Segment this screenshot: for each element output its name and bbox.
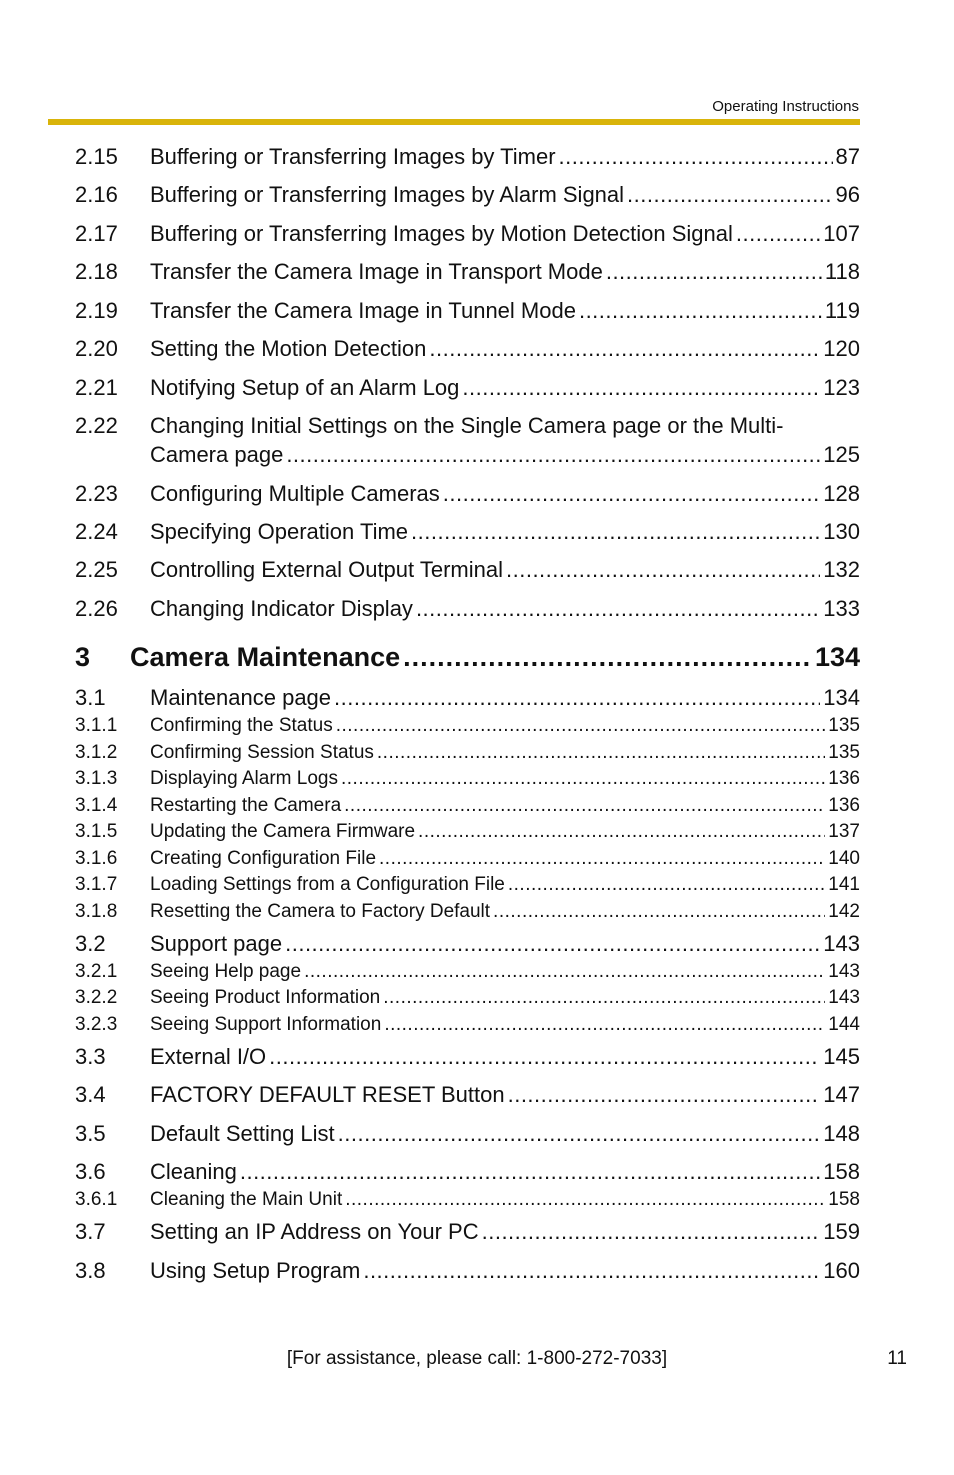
toc-title: Confirming Session Status <box>150 742 374 763</box>
header-title: Operating Instructions <box>712 98 859 115</box>
dot-leader <box>341 768 825 790</box>
toc-page: 142 <box>828 901 860 922</box>
header-rule <box>48 119 860 125</box>
toc-page: 134 <box>823 685 860 710</box>
toc-entry-3-5[interactable] <box>75 1121 860 1147</box>
toc-page: 158 <box>823 1159 860 1184</box>
dot-leader <box>416 596 820 622</box>
toc-title: Transfer the Camera Image in Transport Mode <box>150 259 603 284</box>
toc-entry-2-16[interactable] <box>75 182 860 208</box>
dot-leader <box>403 642 812 673</box>
dot-leader <box>482 1219 821 1245</box>
dot-leader <box>286 442 820 468</box>
toc-entry-2-23[interactable] <box>75 481 860 507</box>
toc-page: 144 <box>828 1014 860 1035</box>
toc-title: Updating the Camera Firmware <box>150 821 416 842</box>
toc-title: Displaying Alarm Logs <box>150 768 338 789</box>
toc-number: 2.19 <box>75 298 118 323</box>
toc-entry-2-24[interactable] <box>75 519 860 545</box>
toc-number: 2.15 <box>75 144 118 169</box>
toc-page: 107 <box>823 221 860 246</box>
toc-page: 125 <box>823 442 860 467</box>
toc-entry-3-1-1[interactable] <box>75 715 860 737</box>
toc-entry-2-20[interactable] <box>75 336 860 362</box>
toc-entry-3-2-2[interactable] <box>75 987 860 1009</box>
toc-page: 134 <box>814 642 860 672</box>
toc-number: 3.1.6 <box>75 848 118 869</box>
toc-title: Support page <box>150 931 283 956</box>
toc-number: 3.6 <box>75 1159 106 1184</box>
toc-page: 159 <box>823 1219 860 1244</box>
toc-entry-3-1-7[interactable] <box>75 874 860 896</box>
toc-number: 2.22 <box>75 413 118 438</box>
toc-number: 3.1.4 <box>75 795 118 816</box>
toc-title: Setting an IP Address on Your PC <box>150 1219 479 1244</box>
toc-entry-3-2-1[interactable] <box>75 961 860 983</box>
dot-leader <box>508 1082 821 1108</box>
toc-number: 3.2.3 <box>75 1014 118 1035</box>
toc-entry-2-25[interactable] <box>75 557 860 583</box>
toc-entry-3-1-8[interactable] <box>75 901 860 923</box>
toc-page: 132 <box>823 557 860 582</box>
toc-title: Buffering or Transferring Images by Motion Detection Signal <box>150 221 733 246</box>
toc-title: External I/O <box>150 1044 267 1069</box>
toc-title: Maintenance page <box>150 685 332 710</box>
toc-title: Camera Maintenance <box>130 642 401 672</box>
toc-page: 136 <box>828 768 860 789</box>
toc-title: Configuring Multiple Cameras <box>150 481 440 506</box>
toc-number: 3.2.2 <box>75 987 118 1008</box>
toc-entry-3-3[interactable] <box>75 1044 860 1070</box>
toc-entry-3-1-2[interactable] <box>75 742 860 764</box>
toc-entry-2-19[interactable] <box>75 298 860 324</box>
dot-leader <box>462 375 820 401</box>
toc-title: Cleaning <box>150 1159 237 1184</box>
toc-title: Buffering or Transferring Images by Timer <box>150 144 556 169</box>
toc-number: 3.3 <box>75 1044 106 1069</box>
dot-leader <box>508 874 825 896</box>
dot-leader <box>493 901 825 923</box>
footer-assistance: [For assistance, please call: 1-800-272-7033] <box>286 1348 668 1369</box>
toc-page: 118 <box>824 259 860 284</box>
toc-entry-3-7[interactable] <box>75 1219 860 1245</box>
toc-entry-3-8[interactable] <box>75 1258 860 1284</box>
toc-entry-2-22-continued[interactable] <box>150 442 860 468</box>
toc-entry-3-1-3[interactable] <box>75 768 860 790</box>
dot-leader <box>338 1121 821 1147</box>
toc-title: Confirming the Status <box>150 715 333 736</box>
toc-number: 2.25 <box>75 557 118 582</box>
toc-number: 3.5 <box>75 1121 106 1146</box>
toc-title: Seeing Support Information <box>150 1014 382 1035</box>
toc-page: 160 <box>823 1258 860 1283</box>
toc-title: Notifying Setup of an Alarm Log <box>150 375 460 400</box>
toc-entry-2-15[interactable] <box>75 144 860 170</box>
dot-leader <box>269 1044 820 1070</box>
toc-number: 2.18 <box>75 259 118 284</box>
toc-page: 148 <box>823 1121 860 1146</box>
toc-number: 2.26 <box>75 596 118 621</box>
dot-leader <box>443 481 820 507</box>
toc-number: 2.21 <box>75 375 118 400</box>
dot-leader <box>579 298 822 324</box>
toc-entry-3-1[interactable] <box>75 685 860 711</box>
toc-page: 120 <box>823 336 860 361</box>
toc-entry-2-26[interactable] <box>75 596 860 622</box>
dot-leader <box>506 557 820 583</box>
toc-page: 135 <box>828 742 860 763</box>
toc-page: 143 <box>828 987 860 1008</box>
toc-chapter-3[interactable] <box>75 642 860 673</box>
toc-number: 3.8 <box>75 1258 106 1283</box>
toc-page: 96 <box>835 182 860 207</box>
dot-leader <box>336 715 826 737</box>
dot-leader <box>418 821 825 843</box>
toc-title: Controlling External Output Terminal <box>150 557 503 582</box>
toc-number: 3.2 <box>75 931 106 956</box>
toc-title: Specifying Operation Time <box>150 519 409 544</box>
dot-leader <box>377 742 825 764</box>
toc-entry-2-18[interactable] <box>75 259 860 285</box>
toc-page: 123 <box>823 375 860 400</box>
toc-entry-3-6-1[interactable] <box>75 1189 860 1211</box>
toc-entry-2-22[interactable] <box>75 413 860 439</box>
dot-leader <box>379 848 825 870</box>
dot-leader <box>736 221 820 247</box>
dot-leader <box>363 1258 820 1284</box>
toc-page: 147 <box>823 1082 860 1107</box>
dot-leader <box>559 144 833 170</box>
toc-title: Seeing Product Information <box>150 987 381 1008</box>
dot-leader <box>429 336 820 362</box>
toc-title: Cleaning the Main Unit <box>150 1189 343 1210</box>
toc-number: 2.24 <box>75 519 118 544</box>
toc-number: 3.7 <box>75 1219 106 1244</box>
toc-entry-2-17[interactable] <box>75 221 860 247</box>
toc-title: Changing Indicator Display <box>150 596 413 621</box>
toc-number: 2.17 <box>75 221 118 246</box>
toc-entry-3-6[interactable] <box>75 1159 860 1185</box>
toc-number: 3 <box>75 642 91 672</box>
toc-number: 3.1.2 <box>75 742 118 763</box>
toc-entry-3-1-4[interactable] <box>75 795 860 817</box>
toc-number: 2.23 <box>75 481 118 506</box>
toc-page: 87 <box>835 144 860 169</box>
toc-page: 133 <box>823 596 860 621</box>
toc-number: 3.1 <box>75 685 106 710</box>
toc-page: 158 <box>828 1189 860 1210</box>
toc-entry-3-2-3[interactable] <box>75 1014 860 1036</box>
toc-page: 140 <box>828 848 860 869</box>
toc-number: 3.4 <box>75 1082 106 1107</box>
dot-leader <box>334 685 820 711</box>
page-number: 11 <box>887 1348 907 1369</box>
toc-page: 143 <box>823 931 860 956</box>
dot-leader <box>304 961 825 983</box>
toc-page: 135 <box>828 715 860 736</box>
toc-page: 143 <box>828 961 860 982</box>
toc-number: 3.1.7 <box>75 874 118 895</box>
toc-title: FACTORY DEFAULT RESET Button <box>150 1082 505 1107</box>
toc-page: 128 <box>823 481 860 506</box>
toc-entry-3-1-5[interactable] <box>75 821 860 843</box>
toc-title: Restarting the Camera <box>150 795 342 816</box>
toc-page: 136 <box>828 795 860 816</box>
dot-leader <box>285 931 820 957</box>
toc-number: 3.1.1 <box>75 715 118 736</box>
toc-number: 3.1.5 <box>75 821 118 842</box>
dot-leader <box>411 519 820 545</box>
toc-page: 137 <box>828 821 860 842</box>
toc-title: Loading Settings from a Configuration File <box>150 874 505 895</box>
dot-leader <box>384 1014 825 1036</box>
toc-title: Transfer the Camera Image in Tunnel Mode <box>150 298 576 323</box>
toc-title: Creating Configuration File <box>150 848 377 869</box>
toc-page: 130 <box>823 519 860 544</box>
toc-title: Setting the Motion Detection <box>150 336 427 361</box>
toc-number: 2.16 <box>75 182 118 207</box>
toc-page: 119 <box>824 298 860 323</box>
dot-leader <box>344 795 825 817</box>
toc-title: Seeing Help page <box>150 961 302 982</box>
dot-leader <box>383 987 825 1009</box>
dot-leader <box>606 259 822 285</box>
toc-title: Buffering or Transferring Images by Alarm Signal <box>150 182 625 207</box>
toc-entry-2-21[interactable] <box>75 375 860 401</box>
toc-title: Camera page <box>150 442 284 467</box>
toc-number: 3.1.3 <box>75 768 118 789</box>
toc-entry-3-4[interactable] <box>75 1082 860 1108</box>
toc-number: 3.6.1 <box>75 1189 118 1210</box>
toc-title: Resetting the Camera to Factory Default <box>150 901 491 922</box>
toc-entry-3-1-6[interactable] <box>75 848 860 870</box>
toc-entry-3-2[interactable] <box>75 931 860 957</box>
toc-title: Using Setup Program <box>150 1258 361 1283</box>
toc-number: 3.1.8 <box>75 901 118 922</box>
toc-number: 3.2.1 <box>75 961 118 982</box>
toc-number: 2.20 <box>75 336 118 361</box>
dot-leader <box>627 182 832 208</box>
dot-leader <box>345 1189 825 1211</box>
toc-title: Default Setting List <box>150 1121 335 1146</box>
toc-page: 141 <box>828 874 860 895</box>
dot-leader <box>240 1159 820 1185</box>
toc-title: Changing Initial Settings on the Single Camera page or the Multi- <box>150 413 784 438</box>
toc-page: 145 <box>823 1044 860 1069</box>
